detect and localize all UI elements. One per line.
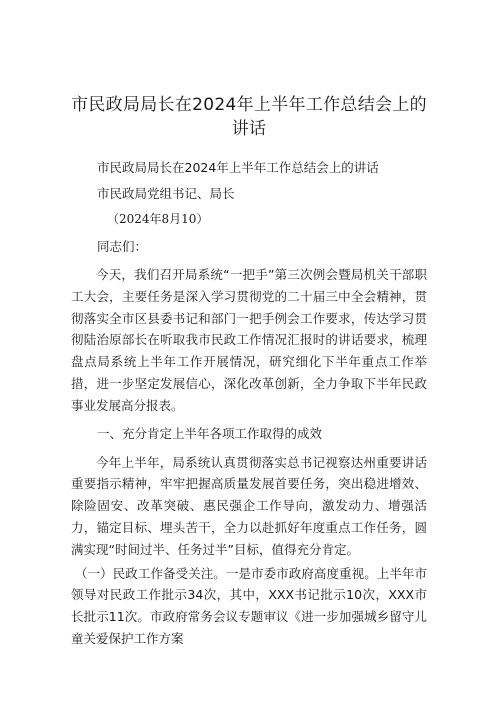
body-paragraph-intro: 今天，我们召开局系统“一把手”第三次例会暨局机关干部职工大会，主要任务是深入学习贯彻党的二十届三中全会精神，贯彻落实全市区县委书记和部门一把手例会工作要求，传达学习贯彻陆治原部长在听取我市民政工作情况汇报时的讲话要求，梳理盘点局系统上半年工作开展情况，研究细化下半年重点工作举措，进一步坚定发展信心，深化改革创新，全力争取下半年民政事业发展高分报表。 bbox=[71, 267, 427, 413]
body-paragraph-summary: 今年上半年，局系统认真贯彻落实总书记视察达州重要讲话重要指示精神，牢牢把握高质量发展首要任务，突出稳进增效、除险固安、改革突破、惠民强企工作导向，激发动力、增强活力，锚定目标、埋头苦干，全力以赴抓好年度重点工作任务，圆满实现“时间过半、任务过半”目标，值得充分肯定。 bbox=[71, 454, 427, 557]
salutation: 同志们： bbox=[97, 239, 148, 254]
author-line: 市民政局党组书记、局长 bbox=[97, 186, 235, 201]
date-line: （2024年8月10） bbox=[107, 212, 209, 226]
document-title: 市民政局局长在2024年上半年工作总结会上的讲话 bbox=[71, 95, 427, 139]
section-heading: 一、充分肯定上半年各项工作取得的成效 bbox=[97, 425, 323, 441]
meta-title: 市民政局局长在2024年上半年工作总结会上的讲话 bbox=[97, 160, 379, 175]
body-paragraph-subsection: （一）民政工作备受关注。一是市委市政府高度重视。上半年市领导对民政工作批示34次，其中，XXX书记批示10次，XXX市长批示11次。市政府常务会议专题审议《进一步加强城乡留守儿童关爱保护工作方案 bbox=[71, 565, 427, 646]
